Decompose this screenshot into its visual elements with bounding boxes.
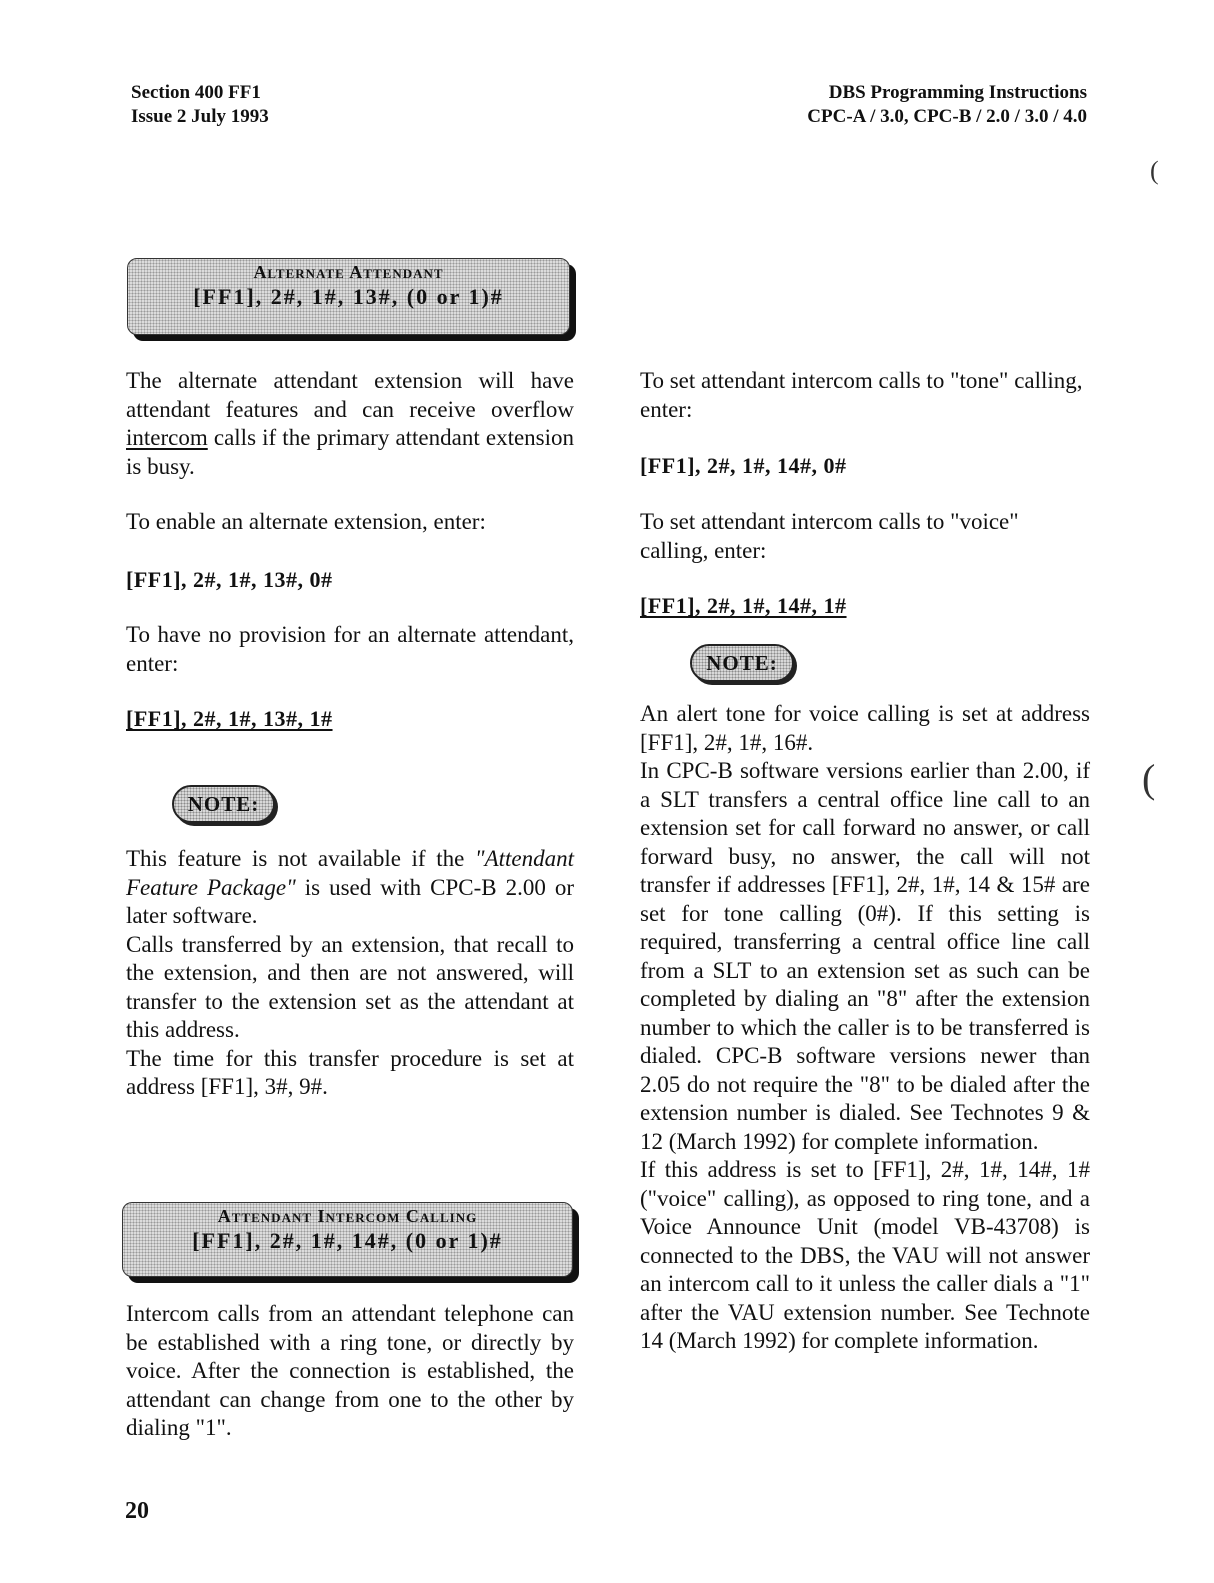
attendant-intercom-heading-box <box>122 1202 573 1277</box>
left-para-4: Calls transferred by an extension, that recall to the extension, and then are not answered, will transfer to the extension set as the attendant at this address. <box>126 931 574 1042</box>
intercom-link-text: intercom <box>126 425 208 450</box>
left-para-1 <box>126 367 574 481</box>
left-code-1: [FF1], 2#, 1#, 13#, 0# <box>126 567 333 592</box>
header-left <box>131 81 269 129</box>
left-code-2: [FF1], 2#, 1#, 13#, 1# <box>126 706 333 731</box>
right-note-badge: NOTE: <box>690 644 794 682</box>
right-para-1: To set attendant intercom calls to "tone" calling, enter: <box>640 368 1083 422</box>
left-bottom-para: Intercom calls from an attendant telephone can be established with a ring tone, or directly by voice. After the connection is established, the attendant can change from one to the other by dialing "1". <box>126 1301 574 1440</box>
left-note-pre: This feature is not available if the <box>126 846 465 871</box>
left-para-1-post: calls if the primary attendant extension is busy. <box>126 425 575 479</box>
left-note-post: is used with CPC-B 2.00 or later software. <box>126 874 574 928</box>
left-para-3: To have no provision for an alternate attendant, enter: <box>126 622 574 676</box>
document-versions: CPC-A / 3.0, CPC-B / 2.0 / 3.0 / 4.0 <box>807 106 1087 127</box>
left-para-1-pre: The alternate attendant extension will have attendant features and can receive overflow <box>126 368 574 422</box>
alternate-attendant-title: Alternate Attendant <box>253 262 444 282</box>
attendant-intercom-code: [FF1], 2#, 1#, 14#, (0 or 1)# <box>192 1228 503 1253</box>
right-para-2: To set attendant intercom calls to "voice" calling, enter: <box>640 509 1019 563</box>
alternate-attendant-heading-box <box>127 258 570 335</box>
page-number: 20 <box>125 1498 149 1524</box>
left-para-5: The time for this transfer procedure is set at address [FF1], 3#, 9#. <box>126 1045 574 1099</box>
alternate-attendant-code: [FF1], 2#, 1#, 13#, (0 or 1)# <box>193 284 504 309</box>
header-right <box>807 81 1087 129</box>
issue-date: Issue 2 July 1993 <box>131 106 269 127</box>
right-note-para-3: If this address is set to [FF1], 2#, 1#, 14#, 1# ("voice" calling), as opposed to ring tone, and a Voice Announce Unit (model VB-43708) is connected to the DBS, the VAU will not answer an intercom call to it unless the caller dials a "1" after the VAU extension number. See Technote 14 (March 1992) for complete information. <box>640 1157 1090 1353</box>
right-code-1: [FF1], 2#, 1#, 14#, 0# <box>640 453 847 478</box>
left-note-italic: "Attendant Feature Package" <box>126 846 575 900</box>
left-para-2: To enable an alternate extension, enter: <box>126 509 486 534</box>
attendant-intercom-title: Attendant Intercom Calling <box>217 1206 478 1226</box>
scan-mark: ( <box>1150 156 1159 185</box>
document-title: DBS Programming Instructions <box>828 82 1087 103</box>
section-label: Section 400 FF1 <box>131 82 261 103</box>
left-note-badge: NOTE: <box>172 785 275 823</box>
right-note-text <box>640 700 1090 1356</box>
left-note-text <box>126 845 574 1102</box>
right-note-para-1: An alert tone for voice calling is set at address [FF1], 2#, 1#, 16#. <box>640 701 1090 755</box>
right-code-2: [FF1], 2#, 1#, 14#, 1# <box>640 593 847 618</box>
right-note-para-2: In CPC-B software versions earlier than 2.00, if a SLT transfers a central office line call to an extension set for call forward no answer, or call forward busy, no answer, the call will not transfer if addresses [FF1], 2#, 1#, 14 & 15# are set for tone calling (0#). If this setting is required, transferring a central office line call from a SLT to an extension set as such can be completed by dialing an "8" after the extension number to which the caller is to be transferred is dialed. CPC-B software versions newer than 2.05 do not require the "8" to be dialed after the extension number is dialed. See Technotes 9 & 12 (March 1992) for complete information. <box>640 758 1090 1154</box>
scan-mark: ( <box>1142 756 1156 801</box>
